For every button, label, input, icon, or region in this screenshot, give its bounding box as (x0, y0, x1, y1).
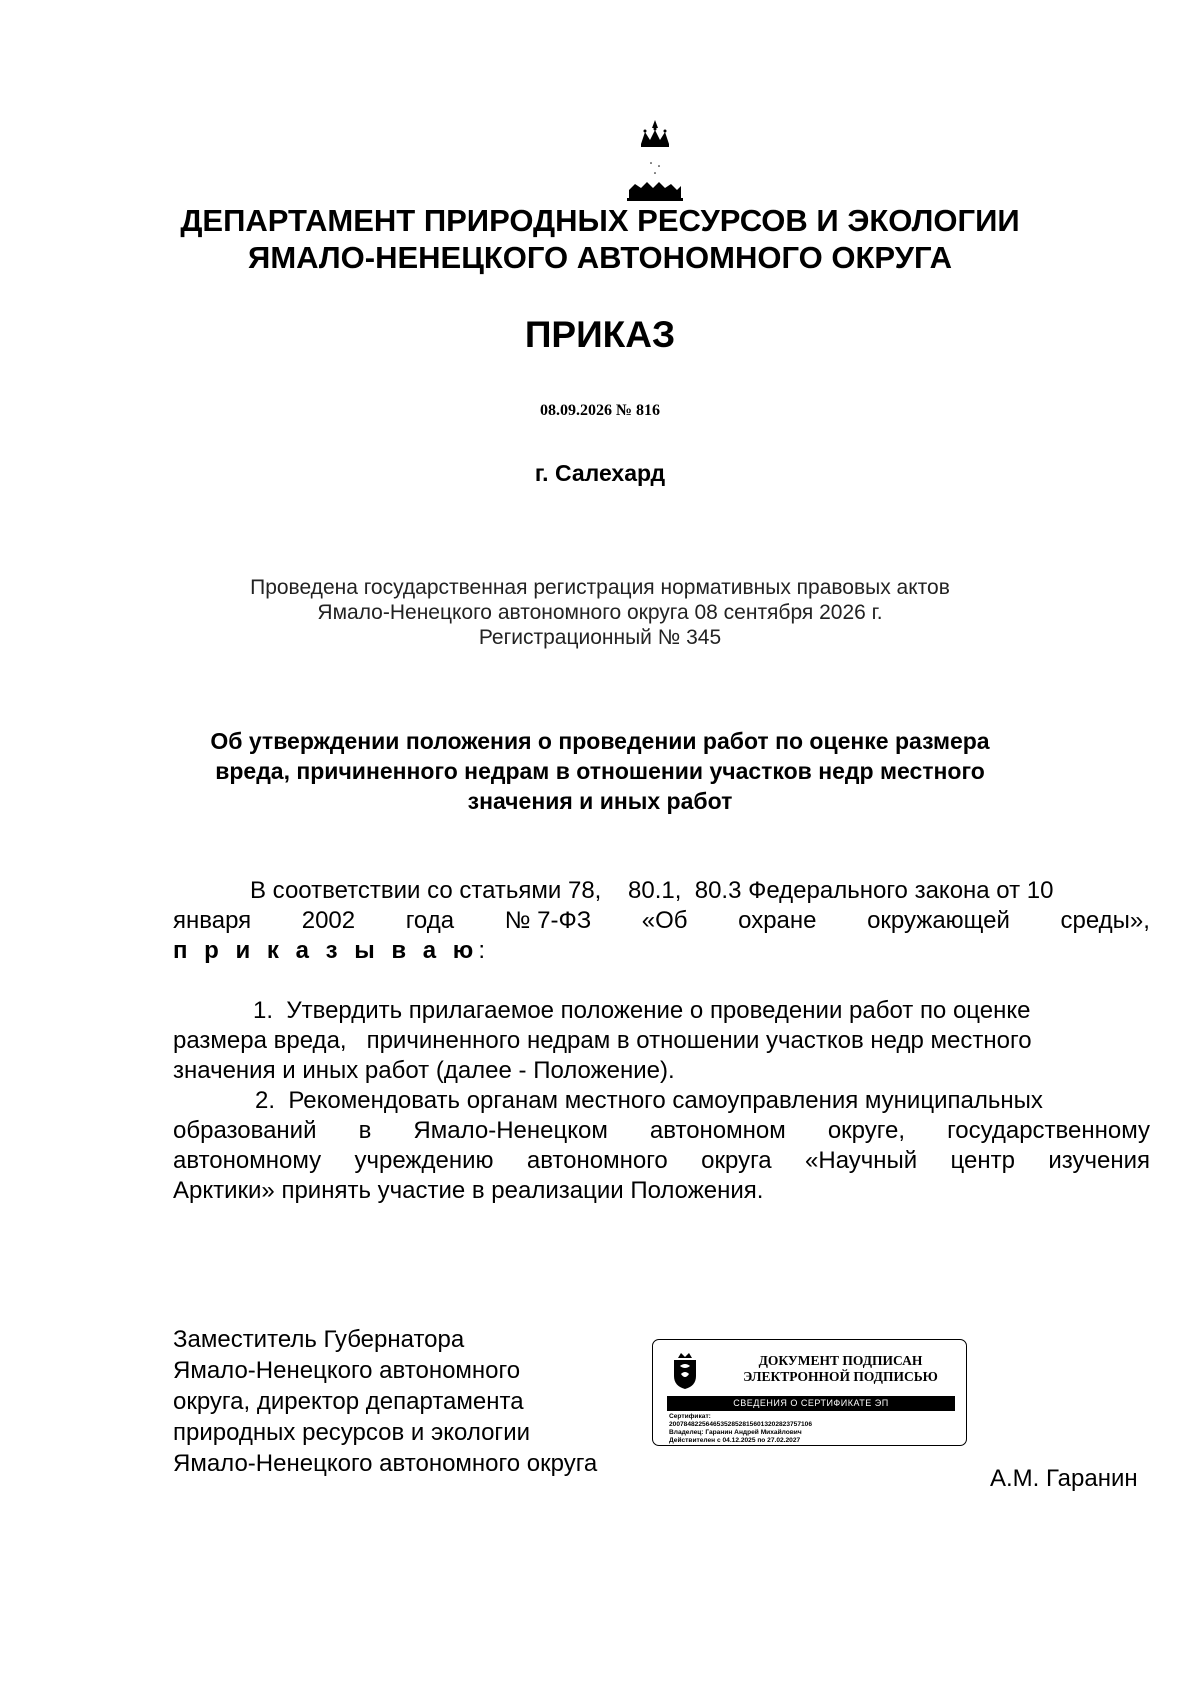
signatory-name: А.М. Гаранин (990, 1465, 1138, 1492)
certificate-validity: Действителен с 04.12.2025 по 27.02.2027 (669, 1437, 801, 1444)
subject-line-2: вреда, причиненного недрам в отношении участков недр местного (215, 758, 985, 784)
position-line-3: округа, директор департамента (173, 1388, 524, 1415)
stamp-title (723, 1353, 958, 1385)
preamble-word: № 7-ФЗ (504, 907, 592, 934)
command-tail: : (478, 937, 485, 964)
preamble-word: среды», (1060, 907, 1150, 934)
certificate-number: 200784822564653528528156013202823757106 (669, 1421, 813, 1428)
city: г. Салехард (534, 460, 666, 486)
position-line-4: природных ресурсов и экологии (173, 1419, 530, 1446)
position-line-1: Заместитель Губернатора (173, 1326, 465, 1353)
preamble-line-3 (173, 936, 1150, 966)
item-1-line-1: 1. Утвердить прилагаемое положение о проведении работ по оценке (253, 997, 1031, 1024)
order-items (173, 996, 1150, 1206)
item-2-line-2: образований в Ямало-Ненецком автономном округе, государственному (173, 1117, 1150, 1144)
preamble-word: охране (738, 907, 817, 934)
registration-note (0, 575, 1200, 650)
position-line-5: Ямало-Ненецкого автономного округа (173, 1450, 598, 1477)
preamble-line-1: В соответствии со статьями 78, 80.1, 80.3 Федерального закона от 10 (250, 877, 1054, 904)
subject-line-1: Об утверждении положения о проведении работ по оценке размера (210, 728, 990, 754)
coat-of-arms-icon (615, 118, 695, 208)
electronic-signature-stamp (652, 1339, 967, 1446)
document-subject (0, 726, 1200, 816)
preamble-word: января (173, 907, 252, 934)
preamble (173, 876, 1150, 966)
subject-line-3: значения и иных работ (467, 788, 733, 814)
preamble-word: «Об (641, 907, 688, 934)
position-line-2: Ямало-Ненецкого автономного (173, 1357, 521, 1384)
item-1-line-2: размера вреда, причиненного недрам в отношении участков недр местного (173, 1027, 1032, 1054)
registration-line-3: Регистрационный № 345 (478, 626, 722, 649)
certificate-details (669, 1413, 959, 1445)
order-number: 08.09.2026 № 816 (539, 402, 661, 419)
certificate-label: Сертификат: (669, 1413, 711, 1420)
department-line-2: ЯМАЛО-НЕНЕЦКОГО АВТОНОМНОГО ОКРУГА (248, 240, 952, 275)
item-2-line-3: автономному учреждению автономного округа «Научный центр изучения (173, 1147, 1150, 1174)
item-2-line-1: 2. Рекомендовать органам местного самоуправления муниципальных (255, 1087, 1043, 1114)
command-word: п р и к а з ы в а ю (173, 937, 479, 964)
department-line-1: ДЕПАРТАМЕНТ ПРИРОДНЫХ РЕСУРСОВ И ЭКОЛОГИИ (180, 203, 1020, 238)
stamp-title-line-2: ЭЛЕКТРОННОЙ ПОДПИСЬЮ (743, 1369, 938, 1384)
registration-line-1: Проведена государственная регистрация нормативных правовых актов (250, 576, 950, 599)
stamp-title-line-1: ДОКУМЕНТ ПОДПИСАН (758, 1353, 923, 1368)
preamble-word: окружающей (867, 907, 1010, 934)
preamble-word: 2002 (301, 907, 356, 934)
document-type: ПРИКАЗ (524, 314, 676, 355)
department-name (0, 202, 1200, 276)
certificate-owner: Владелец: Гаранин Андрей Михайлович (669, 1429, 802, 1436)
preamble-line-2 (173, 906, 1150, 936)
signatory-position (173, 1324, 673, 1479)
item-2-line-4: Арктики» принять участие в реализации Положения. (173, 1177, 764, 1204)
item-1-line-3: значения и иных работ (далее - Положение). (173, 1057, 675, 1084)
registration-line-2: Ямало-Ненецкого автономного округа 08 сентября 2026 г. (317, 601, 883, 624)
certificate-info-bar: СВЕДЕНИЯ О СЕРТИФИКАТЕ ЭП (667, 1396, 955, 1411)
preamble-word: года (405, 907, 455, 934)
coat-of-arms-icon (671, 1350, 699, 1390)
